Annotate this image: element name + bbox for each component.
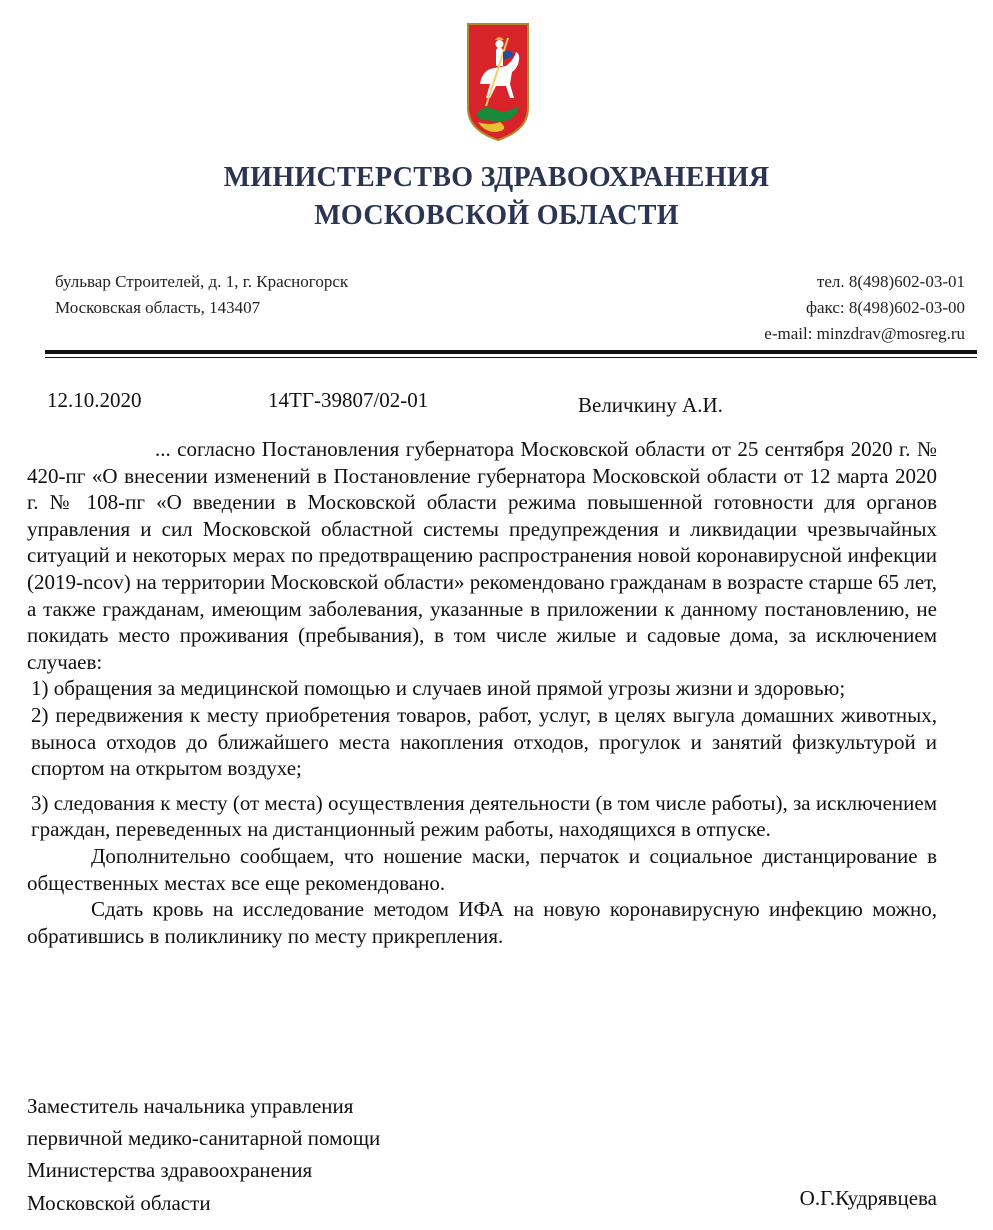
mask-paragraph: Дополнительно сообщаем, что ношение маски, перчаток и социальное дистанцирование в общественных местах все еще рекомендовано. <box>27 843 937 895</box>
list-item-1: 1) обращения за медицинской помощью и случаев иной прямой угрозы жизни и здоровью; <box>31 676 846 701</box>
ministry-title-line1: МИНИСТЕРСТВО ЗДРАВООХРАНЕНИЯ <box>223 162 770 193</box>
address-line1: бульвар Строителей, д. 1, г. Красногорск <box>55 272 349 291</box>
document-date: 12.10.2020 <box>47 388 142 412</box>
signature-block <box>27 1090 380 1219</box>
signature-line2: первичной медико-санитарной помощи <box>27 1126 381 1151</box>
header-divider-thin <box>45 357 977 358</box>
ministry-title-line2: МОСКОВСКОЙ ОБЛАСТИ <box>314 200 679 231</box>
signature-line4: Московской области <box>27 1190 211 1215</box>
signature-line3: Министерства здравоохранения <box>27 1158 313 1183</box>
fax-number: факс: 8(498)602-03-00 <box>805 298 965 317</box>
blood-test-paragraph: Сдать кровь на исследование методом ИФА на новую коронавирусную инфекцию можно, обратившись в поликлинику по месту прикрепления. <box>27 897 937 948</box>
header-divider-thick <box>45 350 977 354</box>
email-address: e-mail: minzdrav@mosreg.ru <box>764 324 965 343</box>
phone-number: тел. 8(498)602-03-01 <box>816 272 965 291</box>
letter-body <box>27 436 937 949</box>
signer-name: О.Г.Кудрявцева <box>799 1186 937 1210</box>
recipient-name: Величкину А.И. <box>578 393 723 417</box>
signature-line1: Заместитель начальника управления <box>27 1094 354 1118</box>
address-line2: Московская область, 143407 <box>55 298 261 317</box>
list-item-3: 3) следования к месту (от места) осуществления деятельности (в том числе работы), за исключением граждан, переведенных на дистанционный режим работы, находящихся в отпуске. <box>31 790 937 842</box>
intro-paragraph: ... согласно Постановления губернатора Московской области от 25 сентября 2020 г. № 420-пг «О внесении изменений в Постановление губернатора Московской области от 12 марта 2020 г. № 108-пг «О введении в Московской области режима повышенной готовности для органов управления и сил Московской областной системы предупреждения и ликвидации чрезвычайных ситуаций и некоторых мерах по предотвращению распространения новой коронавирусной инфекции (2019-ncov) на территории Московской области» рекомендовано гражданам в возрасте старше 65 лет, а также гражданам, имеющим заболевания, указанные в приложении к данному постановлению, не покидать место проживания (пребывания), в том числе жилые и садовые дома, за исключением случаев: <box>27 437 937 674</box>
document-number: 14ТГ-39807/02-01 <box>268 388 429 412</box>
moscow-oblast-coat-of-arms-icon <box>466 22 530 142</box>
list-item-2: 2) передвижения к месту приобретения товаров, работ, услуг, в целях выгула домашних животных, выноса отходов до ближайшего места накопления отходов, прогулок и занятий физкультурой и спортом на открытом воздухе; <box>31 702 937 781</box>
